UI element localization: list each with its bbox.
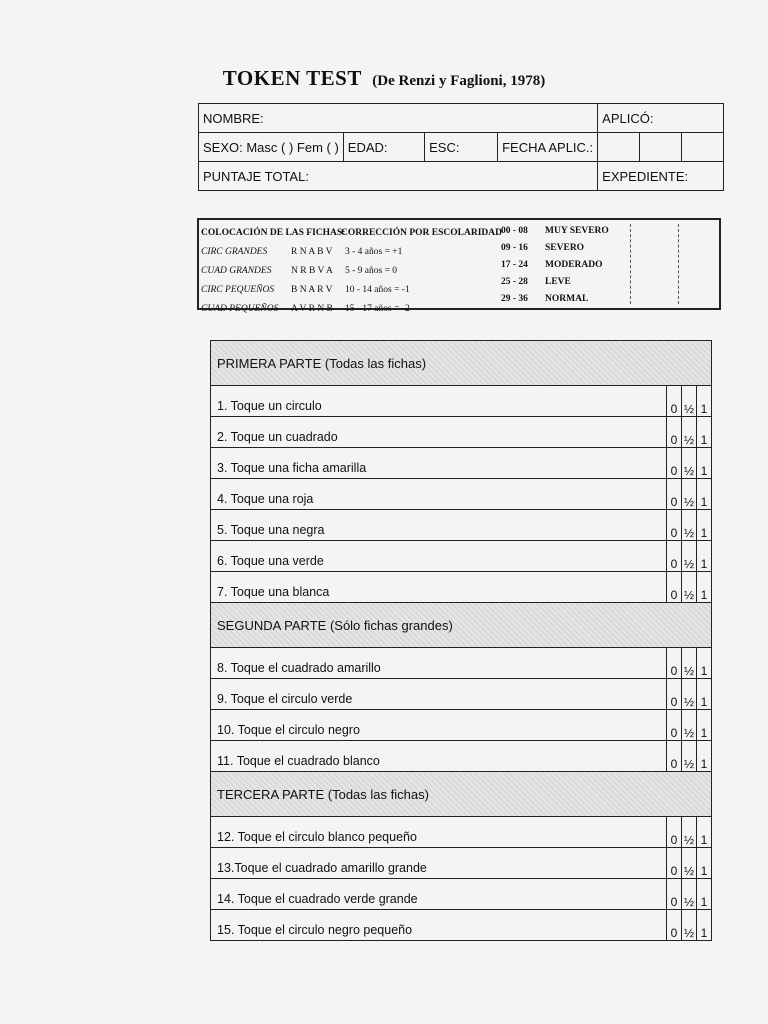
correccion-value: 5 - 9 años = 0 — [345, 266, 398, 276]
scoring-key-box — [197, 218, 721, 314]
score-option-1[interactable]: ½ — [681, 741, 696, 772]
correccion-value: 3 - 4 años = +1 — [345, 247, 403, 257]
puntaje-field[interactable]: PUNTAJE TOTAL: — [199, 162, 598, 191]
score-option-1[interactable]: ½ — [681, 648, 696, 679]
rango-label: LEVE — [545, 277, 571, 287]
score-option-2[interactable]: 1 — [697, 479, 712, 510]
item-text: 13.Toque el cuadrado amarillo grande — [211, 848, 667, 879]
sexo-field[interactable]: SEXO: Masc ( ) Fem ( ) — [199, 133, 344, 162]
score-option-2[interactable]: 1 — [697, 848, 712, 879]
correccion-column — [341, 224, 502, 319]
item-row — [211, 879, 712, 910]
score-option-0[interactable]: 0 — [666, 417, 681, 448]
fecha-box-3[interactable] — [682, 133, 724, 162]
rango-label: MODERADO — [545, 260, 603, 270]
rango-range: 00 - 08 — [501, 226, 528, 236]
ficha-name: CUAD GRANDES — [201, 266, 272, 276]
item-row — [211, 448, 712, 479]
score-option-0[interactable]: 0 — [666, 541, 681, 572]
dashed-divider — [630, 224, 631, 304]
score-option-0[interactable]: 0 — [666, 879, 681, 910]
item-text: 11. Toque el cuadrado blanco — [211, 741, 667, 772]
correccion-value: 15 - 17 años = -2 — [345, 304, 410, 314]
rango-label: SEVERO — [545, 243, 585, 253]
item-row — [211, 541, 712, 572]
rango-range: 25 - 28 — [501, 277, 528, 287]
score-option-0[interactable]: 0 — [666, 448, 681, 479]
score-option-0[interactable]: 0 — [666, 817, 681, 848]
score-option-2[interactable]: 1 — [697, 910, 712, 941]
item-text: 2. Toque un cuadrado — [211, 417, 667, 448]
ficha-order: R N A B V — [291, 247, 333, 257]
score-option-0[interactable]: 0 — [666, 479, 681, 510]
item-text: 12. Toque el circulo blanco pequeño — [211, 817, 667, 848]
score-option-0[interactable]: 0 — [666, 910, 681, 941]
score-option-1[interactable]: ½ — [681, 541, 696, 572]
score-option-2[interactable]: 1 — [697, 817, 712, 848]
colocacion-header: COLOCACIÓN DE LAS FICHAS: — [201, 228, 346, 238]
rango-label: MUY SEVERO — [545, 226, 609, 236]
patient-info-table — [198, 103, 724, 191]
item-text: 10. Toque el circulo negro — [211, 710, 667, 741]
score-option-1[interactable]: ½ — [681, 817, 696, 848]
score-option-1[interactable]: ½ — [681, 679, 696, 710]
fecha-box-2[interactable] — [640, 133, 682, 162]
rango-range: 09 - 16 — [501, 243, 528, 253]
score-option-0[interactable]: 0 — [666, 648, 681, 679]
ficha-name: CUAD PEQUEÑOS — [201, 304, 279, 314]
ficha-order: A V R N B — [291, 304, 333, 314]
item-row — [211, 910, 712, 941]
item-row — [211, 479, 712, 510]
score-option-0[interactable]: 0 — [666, 679, 681, 710]
item-row — [211, 817, 712, 848]
score-option-0[interactable]: 0 — [666, 386, 681, 417]
score-option-0[interactable]: 0 — [666, 848, 681, 879]
items-table — [210, 340, 712, 941]
item-row — [211, 679, 712, 710]
item-text: 9. Toque el circulo verde — [211, 679, 667, 710]
score-option-1[interactable]: ½ — [681, 710, 696, 741]
score-option-2[interactable]: 1 — [697, 417, 712, 448]
score-option-1[interactable]: ½ — [681, 417, 696, 448]
item-text: 4. Toque una roja — [211, 479, 667, 510]
score-option-2[interactable]: 1 — [697, 741, 712, 772]
score-option-2[interactable]: 1 — [697, 710, 712, 741]
score-option-2[interactable]: 1 — [697, 510, 712, 541]
fecha-box-1[interactable] — [598, 133, 640, 162]
score-option-1[interactable]: ½ — [681, 479, 696, 510]
section-title: PRIMERA PARTE (Todas las fichas) — [211, 341, 712, 386]
item-row — [211, 417, 712, 448]
item-text: 8. Toque el cuadrado amarillo — [211, 648, 667, 679]
item-row — [211, 648, 712, 679]
esc-field[interactable]: ESC: — [425, 133, 498, 162]
ficha-name: CIRC GRANDES — [201, 247, 268, 257]
item-text: 3. Toque una ficha amarilla — [211, 448, 667, 479]
form-title: TOKEN TEST — [222, 66, 362, 90]
score-option-1[interactable]: ½ — [681, 848, 696, 879]
correccion-value: 10 - 14 años = -1 — [345, 285, 410, 295]
item-text: 6. Toque una verde — [211, 541, 667, 572]
rangos-labels-column — [545, 223, 609, 308]
form-subtitle: (De Renzi y Faglioni, 1978) — [372, 73, 546, 89]
item-row — [211, 741, 712, 772]
item-row — [211, 710, 712, 741]
section-header-row — [211, 341, 712, 386]
score-option-1[interactable]: ½ — [681, 879, 696, 910]
score-option-2[interactable]: 1 — [697, 541, 712, 572]
score-option-2[interactable]: 1 — [697, 648, 712, 679]
fichas-order-column — [291, 243, 333, 319]
rango-range: 29 - 36 — [501, 294, 528, 304]
form-header — [0, 66, 768, 91]
item-row — [211, 386, 712, 417]
edad-field[interactable]: EDAD: — [343, 133, 424, 162]
score-option-2[interactable]: 1 — [697, 448, 712, 479]
score-option-0[interactable]: 0 — [666, 510, 681, 541]
correccion-header: CORRECCIÓN POR ESCOLARIDAD — [341, 228, 502, 238]
score-option-1[interactable]: ½ — [681, 572, 696, 603]
nombre-field[interactable]: NOMBRE: — [199, 104, 598, 133]
item-text: 7. Toque una blanca — [211, 572, 667, 603]
item-text: 1. Toque un circulo — [211, 386, 667, 417]
score-option-2[interactable]: 1 — [697, 572, 712, 603]
expediente-field[interactable]: EXPEDIENTE: — [598, 162, 724, 191]
item-text: 5. Toque una negra — [211, 510, 667, 541]
item-text: 15. Toque el circulo negro pequeño — [211, 910, 667, 941]
section-header-row — [211, 772, 712, 817]
score-option-0[interactable]: 0 — [666, 710, 681, 741]
section-title: TERCERA PARTE (Todas las fichas) — [211, 772, 712, 817]
section-header-row — [211, 603, 712, 648]
score-option-2[interactable]: 1 — [697, 879, 712, 910]
rangos-column — [501, 223, 528, 308]
aplico-field[interactable]: APLICÓ: — [598, 104, 724, 133]
item-row — [211, 848, 712, 879]
score-option-0[interactable]: 0 — [666, 572, 681, 603]
score-option-2[interactable]: 1 — [697, 679, 712, 710]
score-option-1[interactable]: ½ — [681, 910, 696, 941]
ficha-order: B N A R V — [291, 285, 333, 295]
ficha-order: N R B V A — [291, 266, 333, 276]
rango-range: 17 - 24 — [501, 260, 528, 270]
ficha-name: CIRC PEQUEÑOS — [201, 285, 275, 295]
rango-label: NORMAL — [545, 294, 589, 304]
score-option-0[interactable]: 0 — [666, 741, 681, 772]
item-row — [211, 510, 712, 541]
section-title: SEGUNDA PARTE (Sólo fichas grandes) — [211, 603, 712, 648]
dashed-divider — [678, 224, 679, 304]
item-row — [211, 572, 712, 603]
score-option-1[interactable]: ½ — [681, 448, 696, 479]
score-option-1[interactable]: ½ — [681, 510, 696, 541]
score-option-1[interactable]: ½ — [681, 386, 696, 417]
score-option-2[interactable]: 1 — [697, 386, 712, 417]
item-text: 14. Toque el cuadrado verde grande — [211, 879, 667, 910]
fecha-field[interactable]: FECHA APLIC.: — [498, 133, 598, 162]
